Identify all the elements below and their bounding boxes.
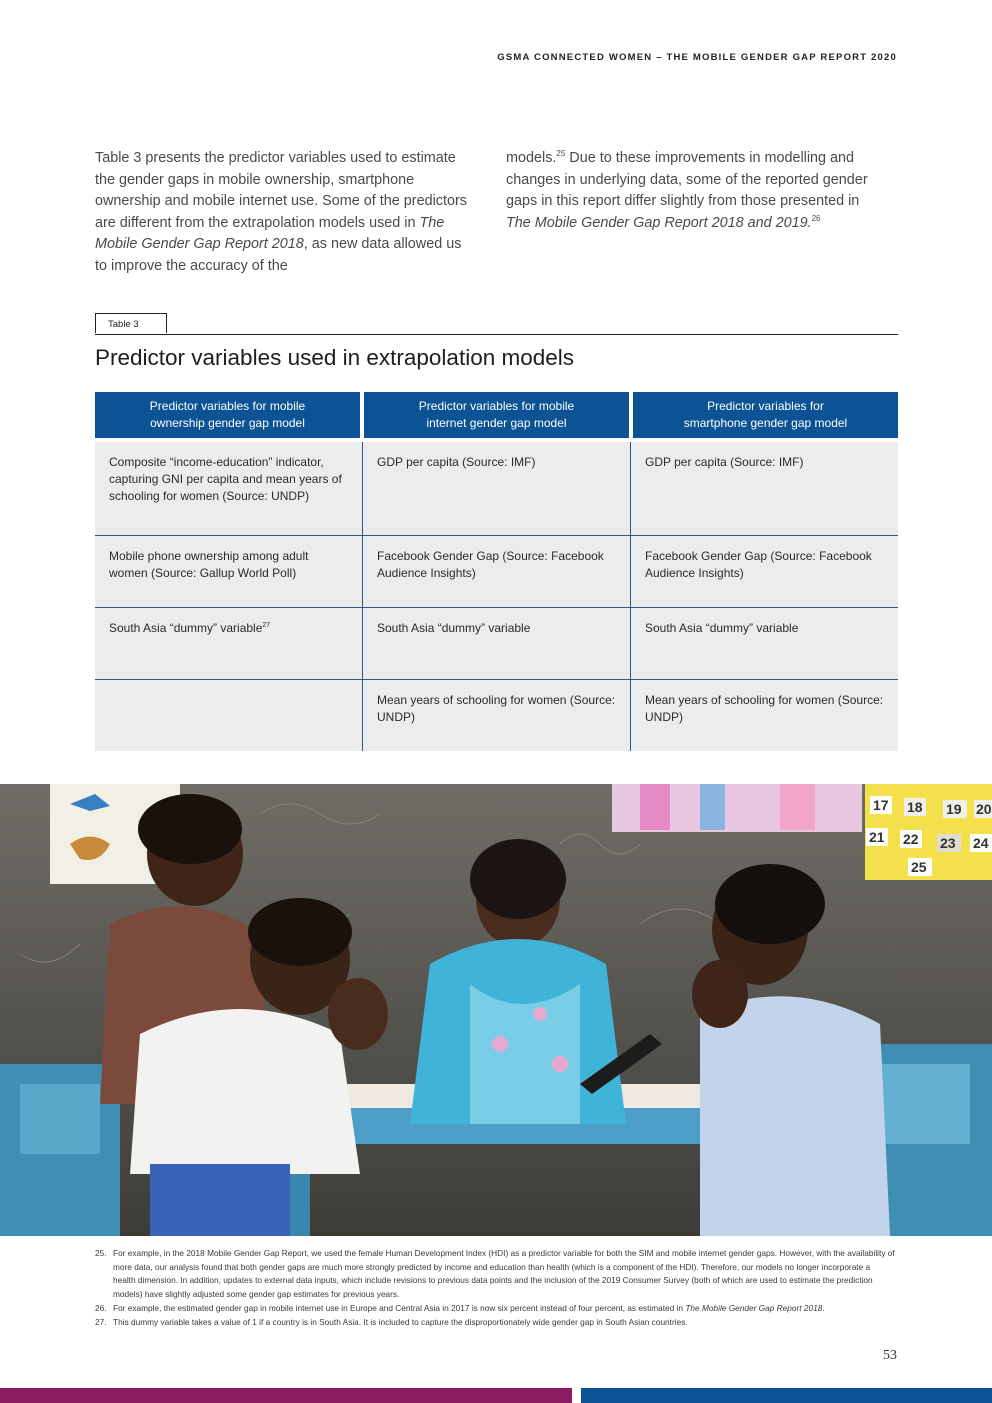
calendar-number: 22: [903, 831, 919, 847]
footnotes: [95, 1247, 895, 1329]
table-cell: GDP per capita (Source: IMF): [630, 442, 898, 535]
table-cell: Mean years of schooling for women (Source: UNDP): [362, 680, 630, 751]
table-rule: [95, 334, 898, 335]
footnote-27: 27. This dummy variable takes a value of 1 if a country is in South Asia. It is included to capture the disproportionately wide gender gap in South Asian countries.: [95, 1316, 688, 1327]
predictor-table: [95, 392, 898, 751]
table-cell: Mobile phone ownership among adult women (Source: Gallup World Poll): [109, 549, 309, 580]
table-title: Predictor variables used in extrapolation models: [95, 345, 575, 370]
calendar-number: 25: [911, 859, 927, 875]
intro-left-column: Table 3 presents the predictor variables used to estimate the gender gaps in mobile ownership, smartphone ownership and mobile internet use. Some of the predictors are different from the extrapolation models used in The Mobile Gender Gap Report 2018, as new data allowed us to improve the accuracy of the: [95, 150, 467, 274]
calendar-number: 24: [973, 835, 989, 851]
table-header-row: [95, 392, 898, 438]
table-row: [95, 680, 898, 751]
calendar-number: 21: [869, 829, 885, 845]
table-cell: South Asia “dummy” variable$^{27}$: [109, 621, 271, 635]
page-number: 53: [883, 1348, 897, 1363]
classroom-photo-illustration: [0, 784, 992, 1236]
calendar-number: 19: [946, 801, 962, 817]
table-cell: South Asia “dummy” variable: [362, 608, 630, 679]
table-cell: GDP per capita (Source: IMF): [362, 442, 630, 535]
table-cell: Mean years of schooling for women (Source: UNDP): [630, 680, 898, 751]
footnote-25: 25. For example, in the 2018 Mobile Gender Gap Report, we used the female Human Development Index (HDI) as a predictor variable for both the SIM and mobile internet gender gaps. However, with the availability of more data, our analysis found that both gender gaps are much more strongly predicted by income and education than health (which is a component of the HDI). Therefore, our models no longer incorporate a health dimension. In addition, updates to external data inputs, which include revisions to previous data points and the inclusion of the 2019 Consumer Survey (both of which are used to estimate the prediction models) have slightly adjusted some gender gap estimates for previous years.: [95, 1248, 895, 1300]
table-row: [95, 608, 898, 680]
calendar-number: 18: [907, 799, 923, 815]
table-tag: Table 3: [95, 313, 167, 333]
calendar-number: 20: [976, 801, 992, 817]
running-header: GSMA CONNECTED WOMEN – THE MOBILE GENDER GAP REPORT 2020: [497, 52, 897, 63]
table-cell: Facebook Gender Gap (Source: Facebook Audience Insights): [630, 536, 898, 607]
footnote-ref-27[interactable]: 27: [262, 622, 271, 629]
table-cell: Facebook Gender Gap (Source: Facebook Audience Insights): [362, 536, 630, 607]
calendar-number: 17: [873, 797, 889, 813]
footnote-ref-26[interactable]: 26: [811, 213, 821, 223]
footnote-ref-25[interactable]: 25: [556, 149, 566, 158]
table-cell: South Asia “dummy” variable: [630, 608, 898, 679]
header-internet-model: Predictor variables for mobile internet gender gap model: [364, 392, 629, 438]
header-smartphone-model: Predictor variables for smartphone gender gap model: [633, 392, 898, 438]
table-body: [95, 442, 898, 751]
table-row: [95, 536, 898, 608]
table-cell: Composite “income-education” indicator, capturing GNI per capita and mean years of schooling for women (Source: UNDP): [109, 455, 342, 503]
footer-bar-blue: [581, 1388, 992, 1403]
footer-bar-magenta: [0, 1388, 572, 1403]
header-ownership-model: Predictor variables for mobile ownership gender gap model: [95, 392, 360, 438]
table-cell: [95, 680, 362, 751]
classroom-photo: [0, 784, 992, 1236]
calendar-number: 23: [940, 835, 956, 851]
intro-right-column: models.$^{25}$ Due to these improvements in modelling and changes in underlying data, some of the reported gender gaps in this report differ slightly from those presented in The Mobile Gender Gap Report 2018 and 2019.26: [506, 149, 868, 231]
footnote-26: 26. For example, the estimated gender gap in mobile internet use in Europe and Central Asia in 2017 is now six percent instead of four percent, as estimated in The Mobile Gender Gap Report 2018.: [95, 1302, 825, 1313]
table-row: [95, 442, 898, 536]
